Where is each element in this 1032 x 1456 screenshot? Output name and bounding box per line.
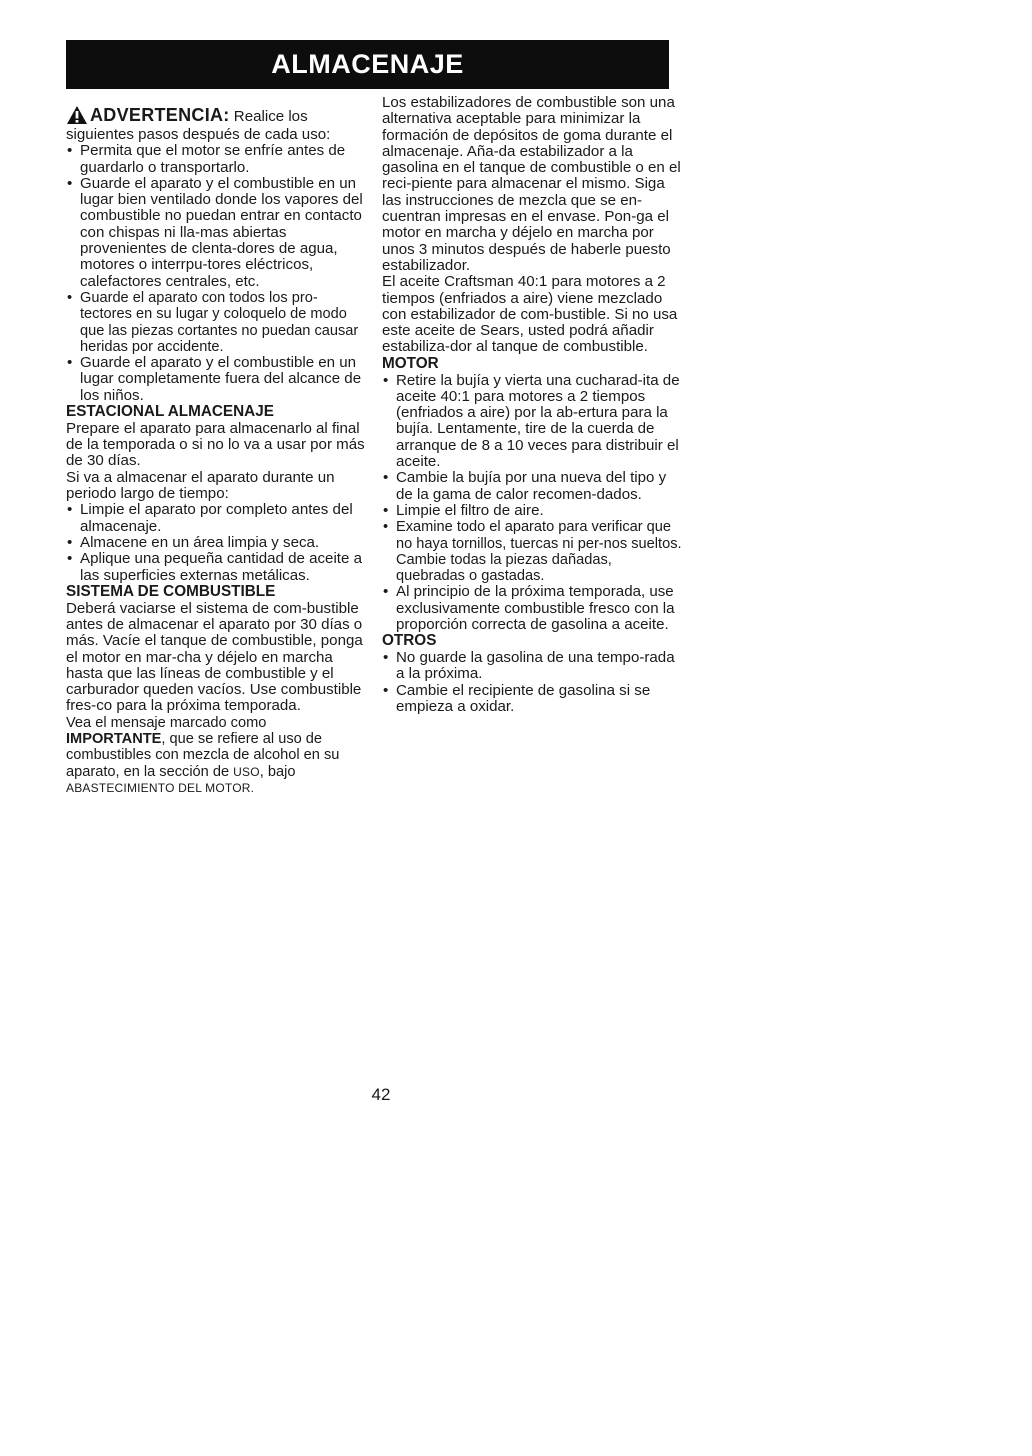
list-item: • Cambie la bujía por una nueva del tipo y de la gama de calor recomen-dados. <box>382 470 682 503</box>
warning-intro-inline: Realice los <box>229 108 308 125</box>
list-item: • Almacene en un área limpia y seca. <box>66 535 366 551</box>
warning-intro: siguientes pasos después de cada uso: <box>66 126 331 143</box>
list-item: • Al principio de la próxima temporada, use exclusivamente combustible fresco con la proporción correcta de gasolina a aceite. <box>382 584 682 633</box>
list-item: • Aplique una pequeña cantidad de aceite a las superficies externas metálicas. <box>66 551 366 584</box>
note-reference: ABASTECIMIENTO DEL MOTOR <box>66 780 251 795</box>
heading-fuel-system: SISTEMA DE COMBUSTIBLE <box>66 582 276 600</box>
section-title-banner <box>66 40 669 89</box>
list-item: • Cambie el recipiente de gasolina si se empieza a oxidar. <box>382 683 682 716</box>
warning-title: ADVERTENCIA: <box>90 105 230 125</box>
others-list <box>382 650 682 715</box>
section-title: ALMACENAJE <box>271 49 464 79</box>
paragraph: Los estabilizadores de combustible son una alternativa aceptable para minimizar la formación de depósitos de goma durante el almacenaje. Aña-da estabilizador a la gasolina en el tanque de combustible o en el reci-piente para almacenar el mismo. Siga las instrucciones de mezcla que se en-cuentran impresas en el envase. Pon-ga el motor en marcha y déjelo en marcha por unos 3 minutos después de haberle puesto estabilizador. <box>382 94 681 274</box>
heading-seasonal-storage: ESTACIONAL ALMACENAJE <box>66 403 274 421</box>
note-text: , bajo <box>259 763 296 780</box>
list-item: • Guarde el aparato y el combustible en un lugar completamente fuera del alcance de los niños. <box>66 355 366 404</box>
seasonal-list <box>66 502 366 583</box>
note-important-label: IMPORTANTE <box>66 730 162 747</box>
right-column <box>382 95 682 715</box>
warning-list <box>66 143 366 404</box>
list-item: • Examine todo el aparato para verificar que no haya tornillos, tuercas ni per-nos sueltos. Cambie todas la piezas dañadas, quebradas o gastadas. <box>382 519 682 584</box>
heading-motor: MOTOR <box>382 354 439 372</box>
list-item: • Guarde el aparato con todos los pro-tectores en su lugar y coloquelo de modo que las piezas cortantes no puedan causar heridas por accidente. <box>66 290 366 355</box>
paragraph: El aceite Craftsman 40:1 para motores a 2 tiempos (enfriados a aire) viene mezclado con estabilizador de com-bustible. Si no usa este aceite de Sears, usted podrá añadir estabiliza-dor al tanque de combustible. <box>382 273 678 356</box>
left-column <box>66 95 366 796</box>
important-note <box>66 715 366 796</box>
note-text: Vea el mensaje marcado como <box>66 714 267 731</box>
warning-triangle-icon <box>66 105 88 125</box>
list-item: • Limpie el aparato por completo antes del almacenaje. <box>66 502 366 535</box>
motor-list <box>382 373 682 634</box>
list-item: • No guarde la gasolina de una tempo-rada a la próxima. <box>382 650 682 683</box>
paragraph: Prepare el aparato para almacenarlo al final de la temporada o si no lo va a usar por más de 30 días. <box>66 419 365 470</box>
paragraph: Si va a almacenar el aparato durante un periodo largo de tiempo: <box>66 468 335 503</box>
warning-heading <box>66 105 366 127</box>
note-text: , que se refiere al uso de combustibles con mezcla de alcohol en su aparato, en la sección de <box>66 730 340 780</box>
page-number: 42 <box>371 1085 391 1104</box>
list-item: • Retire la bujía y vierta una cucharad-ita de aceite 40:1 para motores a 2 tiempos (enfriados a aire) por la ab-ertura para la bujía. Lentamente, tire de la cuerda de arranque de 8 a 10 veces para distribuir el aceite. <box>382 373 682 471</box>
heading-others: OTROS <box>382 632 437 650</box>
list-item: • Limpie el filtro de aire. <box>382 503 682 519</box>
note-end: . <box>250 780 255 795</box>
list-item: • Guarde el aparato y el combustible en un lugar bien ventilado donde los vapores del combustible no puedan entrar en contacto con chispas ni lla-mas abiertas provenientes de clenta-dores de agua, motores o interrpu-tores eléctricos, calefactores centrales, etc. <box>66 176 366 290</box>
note-section-name: USO <box>233 764 260 779</box>
list-item: • Permita que el motor se enfríe antes de guardarlo o transportarlo. <box>66 143 366 176</box>
paragraph: Deberá vaciarse el sistema de com-bustible antes de almacenar el aparato por 30 días o más. Vacíe el tanque de combustible, ponga el motor en mar-cha y déjelo en marcha hasta que las líneas de combustible y el carburador queden vacíos. Use combustible fres-co para la próxima temporada. <box>66 599 363 715</box>
